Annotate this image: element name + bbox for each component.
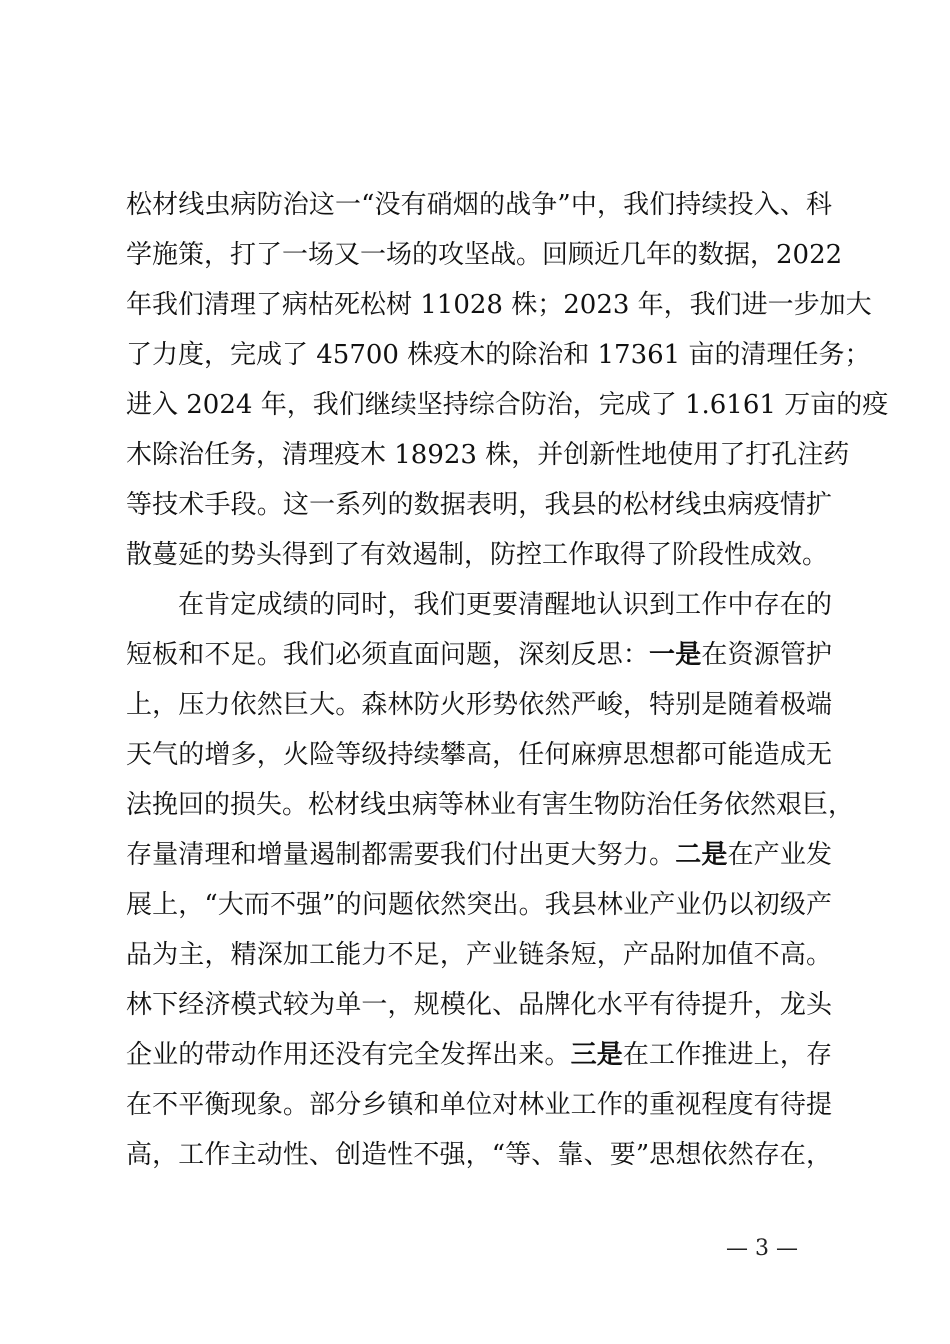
text-line: 上，压力依然巨大。森林防火形势依然严峻，特别是随着极端 (126, 690, 832, 720)
text-segment: 企业的带动作用还没有完全发挥出来。 (126, 1040, 571, 1070)
text-segment: 短板和不足。我们必须直面问题，深刻反思： (126, 640, 650, 670)
emphasis-text: 二是 (675, 840, 728, 870)
text-line: 进入 2024 年，我们继续坚持综合防治，完成了 1.6161 万亩的疫 (126, 390, 889, 420)
text-line: 在肯定成绩的同时，我们更要清醒地认识到工作中存在的 (178, 590, 832, 620)
text-line (126, 830, 832, 880)
text-line: 天气的增多，火险等级持续攀高，任何麻痹思想都可能造成无 (126, 740, 832, 770)
text-segment: 在产业发 (727, 840, 832, 870)
text-line: 年我们清理了病枯死松树 11028 株；2023 年，我们进一步加大 (126, 290, 872, 320)
text-line: 了力度，完成了 45700 株疫木的除治和 17361 亩的清理任务； (126, 340, 871, 370)
body-text (126, 180, 889, 1180)
text-line: 展上，“大而不强”的问题依然突出。我县林业产业仍以初级产 (126, 890, 832, 920)
text-line: 高，工作主动性、创造性不强，“等、靠、要”思想依然存在， (126, 1140, 832, 1170)
text-line: 等技术手段。这一系列的数据表明，我县的松材线虫病疫情扩 (126, 490, 832, 520)
text-segment: 在工作推进上，存 (622, 1040, 832, 1070)
text-line: 在不平衡现象。部分乡镇和单位对林业工作的重视程度有待提 (126, 1090, 832, 1120)
emphasis-text: 一是 (649, 640, 702, 670)
page-number: — 3 — (726, 1236, 798, 1261)
text-line: 品为主，精深加工能力不足，产业链条短，产品附加值不高。 (126, 940, 832, 970)
text-line: 散蔓延的势头得到了有效遏制，防控工作取得了阶段性成效。 (126, 540, 829, 570)
text-line: 松材线虫病防治这一“没有硝烟的战争”中，我们持续投入、科 (126, 190, 832, 220)
text-line: 木除治任务，清理疫木 18923 株，并创新性地使用了打孔注药 (126, 440, 850, 470)
text-line: 学施策，打了一场又一场的攻坚战。回顾近几年的数据，2022 (126, 240, 843, 270)
text-line: 林下经济模式较为单一，规模化、品牌化水平有待提升，龙头 (126, 990, 832, 1020)
text-segment: 在资源管护 (701, 640, 832, 670)
text-line (126, 630, 832, 680)
text-segment: 存量清理和增量遏制都需要我们付出更大努力。 (126, 840, 676, 870)
text-line (126, 1030, 832, 1080)
text-line: 法挽回的损失。松材线虫病等林业有害生物防治任务依然艰巨， (126, 790, 855, 820)
emphasis-text: 三是 (570, 1040, 623, 1070)
